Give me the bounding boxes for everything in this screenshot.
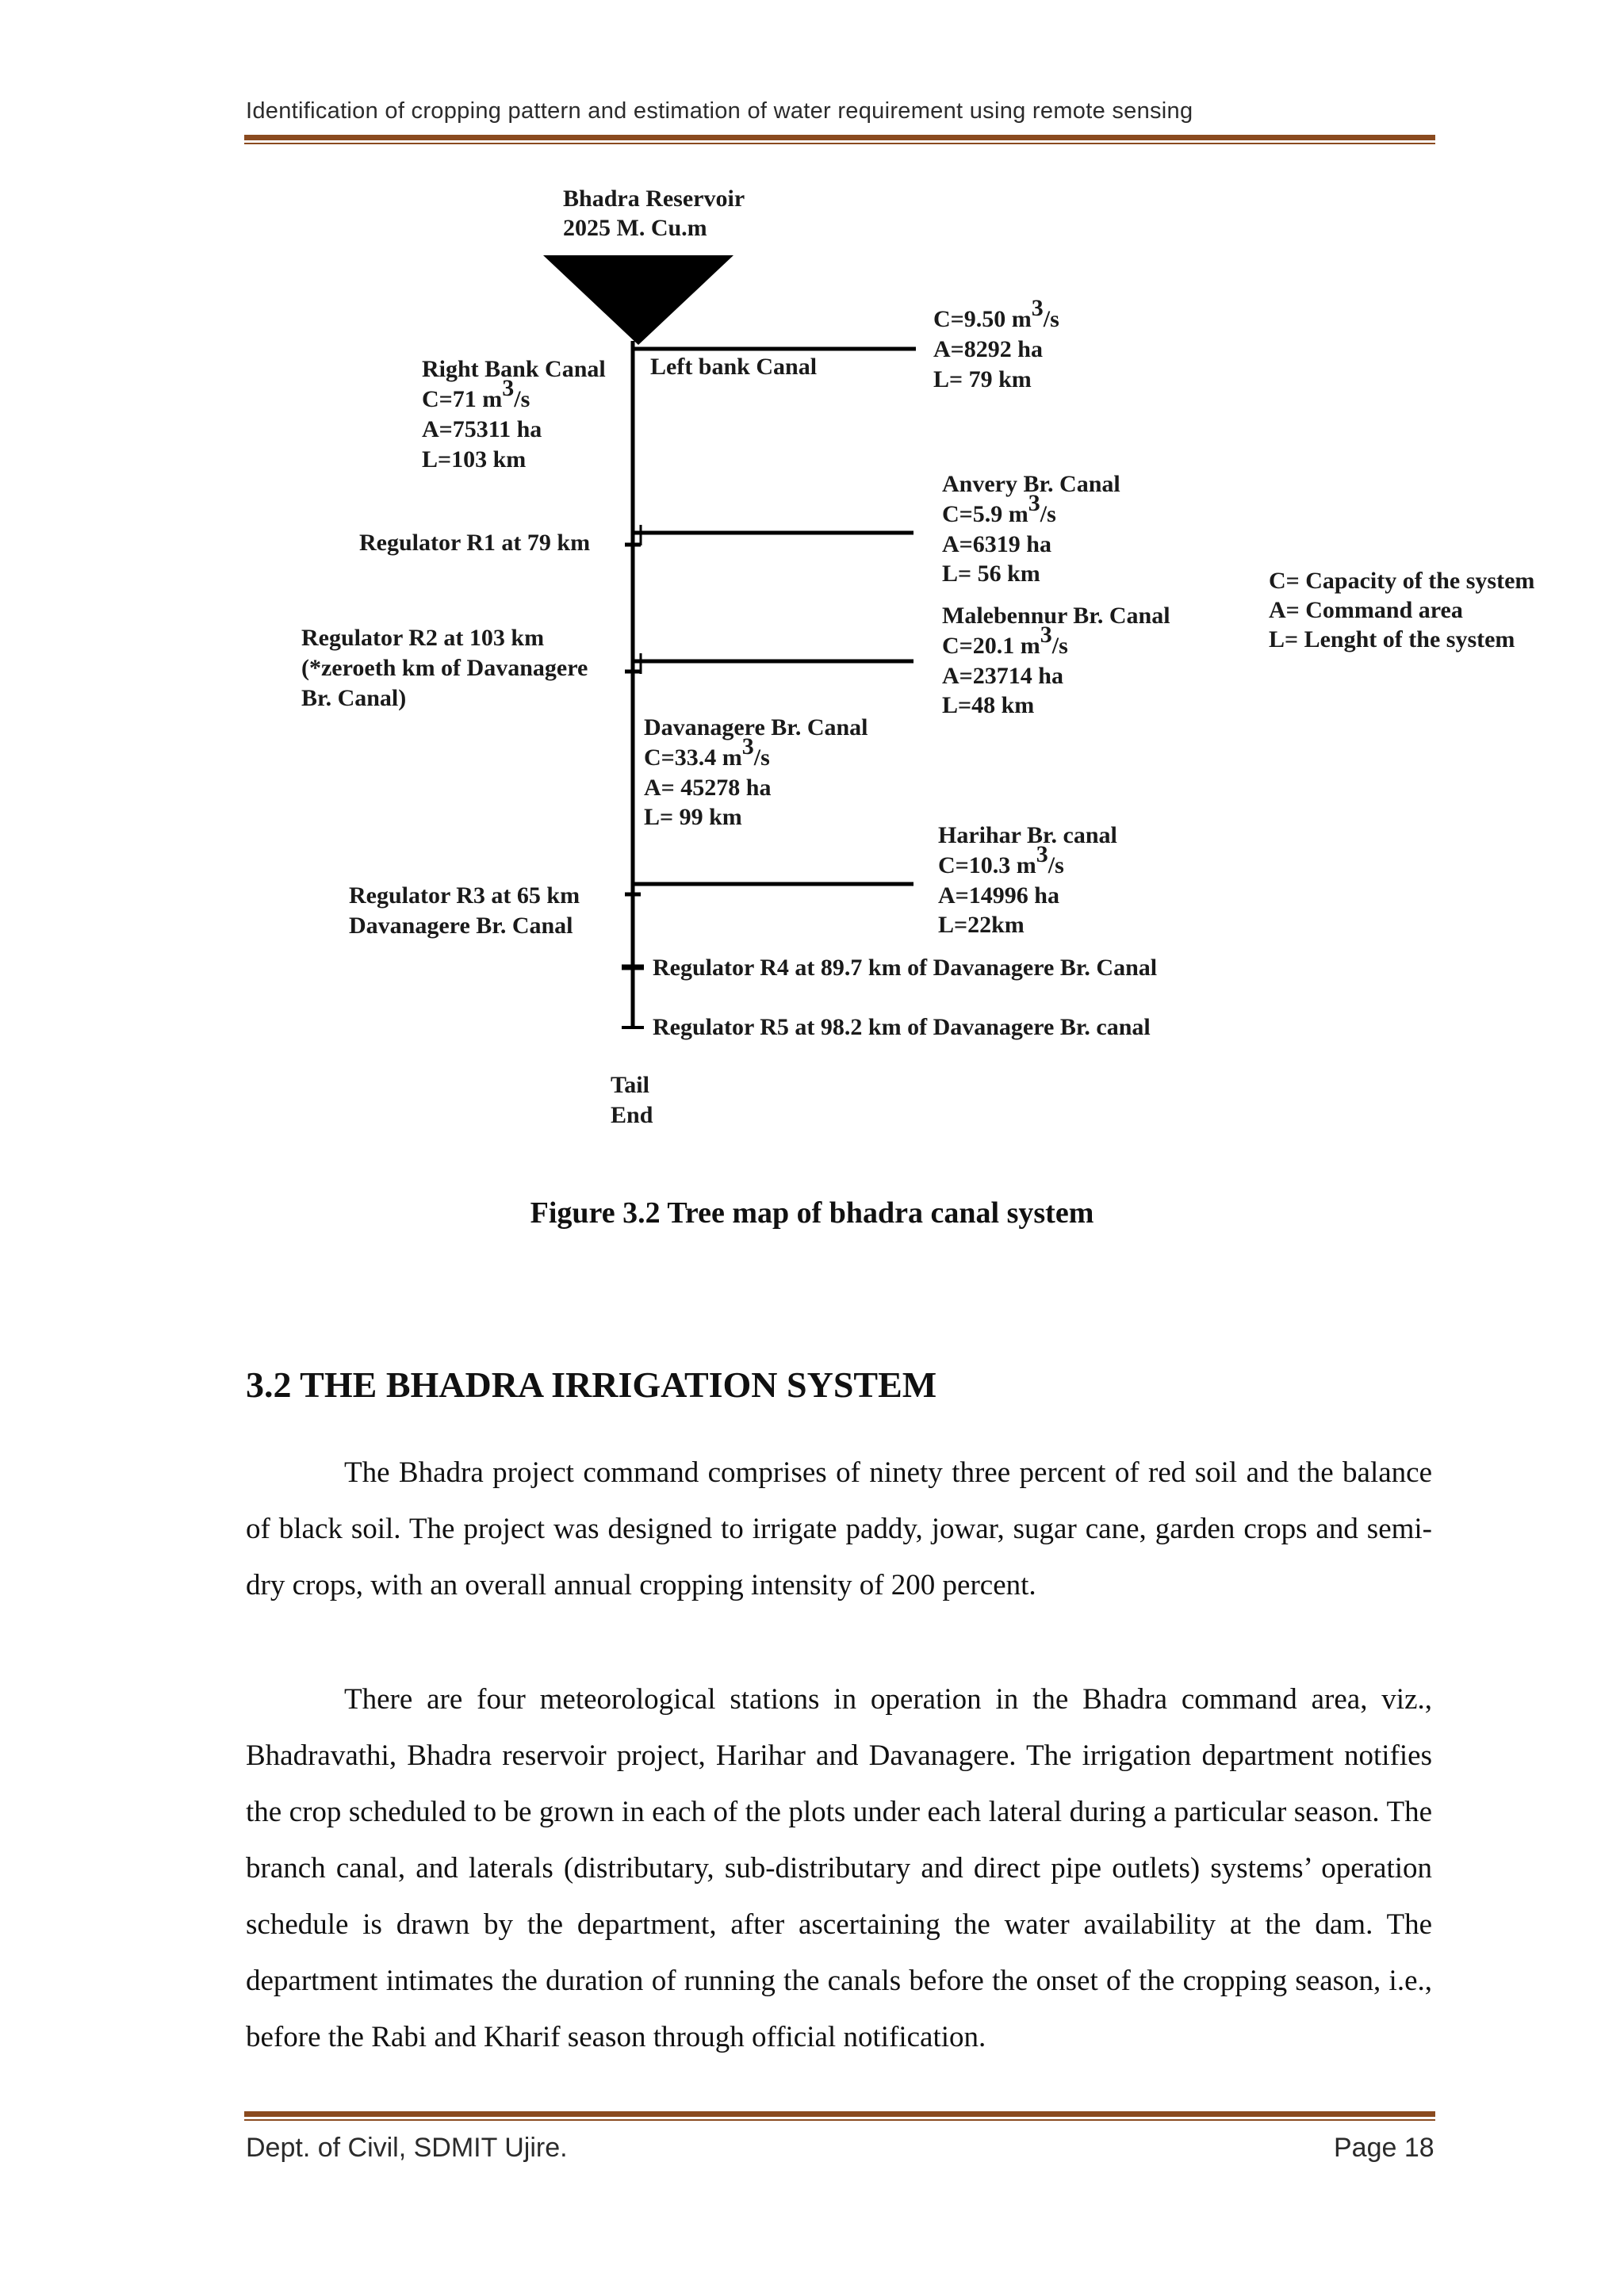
paragraph-2 [246,1671,1432,2065]
paragraph-1 [246,1445,1432,1613]
harihar-capacity: C=10.3 m3/s [938,841,1064,878]
anvery-length: L= 56 km [942,561,1040,587]
regulator-r1-label: Regulator R1 at 79 km [359,530,591,556]
regulator-r3-line2: Davanagere Br. Canal [349,913,573,939]
davanagere-name: Davanagere Br. Canal [644,714,868,740]
footer-rule-thin [244,2119,1435,2121]
reservoir-capacity: 2025 M. Cu.m [563,215,707,241]
reservoir-triangle [543,255,733,345]
paragraph-1-text: The Bhadra project command comprises of ninety three percent of red soil and the balance of black soil. The project was designed to irrigate paddy, jowar, sugar cane, garden crops and semi-dry crops, with an overall annual cropping intensity of 200 percent. [246,1456,1432,1601]
header-rule-thin [244,143,1435,144]
legend-length: L= Lenght of the system [1269,626,1515,652]
davanagere-length: L= 99 km [644,804,742,830]
right-bank-capacity: C=71 m3/s [422,375,530,412]
anvery-capacity: C=5.9 m3/s [942,490,1056,527]
davanagere-area: A= 45278 ha [644,775,772,801]
regulator-r3-line1: Regulator R3 at 65 km [349,882,580,909]
regulator-r2-line3: Br. Canal) [301,685,407,711]
left-bank-capacity: C=9.50 m3/s [933,295,1059,332]
malebennur-length: L=48 km [942,692,1035,718]
reservoir-name: Bhadra Reservoir [563,186,745,212]
regulator-r4-label: Regulator R4 at 89.7 km of Davanagere Br. Canal [653,955,1158,981]
malebennur-name: Malebennur Br. Canal [942,603,1170,629]
left-bank-length: L= 79 km [933,366,1032,392]
section-heading: 3.2 THE BHADRA IRRIGATION SYSTEM [246,1364,937,1405]
running-header: Identification of cropping pattern and estimation of water requirement using remote sensing [246,98,1193,124]
malebennur-capacity: C=20.1 m3/s [942,622,1068,659]
canal-tree-diagram [301,166,1586,1158]
figure-caption: Figure 3.2 Tree map of bhadra canal system [530,1196,1094,1230]
anvery-name: Anvery Br. Canal [942,471,1120,497]
regulator-r2-line1: Regulator R2 at 103 km [301,625,545,651]
left-bank-area: A=8292 ha [933,336,1043,362]
regulator-r2-line2: (*zeroeth km of Davanagere [301,655,588,681]
paragraph-2-text: There are four meteorological stations in operation in the Bhadra command area, viz., Bhadravathi, Bhadra reservoir project, Harihar and Davanagere. The irrigation department notifies the crop scheduled to be grown in each of the plots under each lateral during a particular season. The branch canal, and laterals (distributary, sub-distributary and direct pipe outlets) systems’ operation schedule is drawn by the department, after ascertaining the water availability at the dam. The department intimates the duration of running the canals before the onset of the cropping season, i.e., before the Rabi and Kharif season through official notification. [246,1683,1432,2053]
malebennur-area: A=23714 ha [942,663,1063,689]
legend-area: A= Command area [1269,597,1463,623]
harihar-name: Harihar Br. canal [938,822,1117,848]
header-rule-thick [244,135,1435,140]
harihar-area: A=14996 ha [938,882,1059,909]
footer-page-number: Page 18 [1334,2133,1434,2163]
canal-tree-figure [301,166,1586,1158]
harihar-length: L=22km [938,912,1025,938]
anvery-area: A=6319 ha [942,531,1051,557]
regulator-r5-label: Regulator R5 at 98.2 km of Davanagere Br. canal [653,1014,1151,1040]
footer-rule-thick [244,2111,1435,2117]
tail-end-line2: End [611,1102,653,1128]
right-bank-area: A=75311 ha [422,416,542,442]
legend-capacity: C= Capacity of the system [1269,568,1535,594]
davanagere-capacity: C=33.4 m3/s [644,733,770,771]
footer-department: Dept. of Civil, SDMIT Ujire. [246,2133,568,2163]
tail-end-line1: Tail [611,1072,649,1098]
right-bank-length: L=103 km [422,446,527,473]
right-bank-name: Right Bank Canal [422,356,606,382]
left-bank-label: Left bank Canal [650,354,818,380]
